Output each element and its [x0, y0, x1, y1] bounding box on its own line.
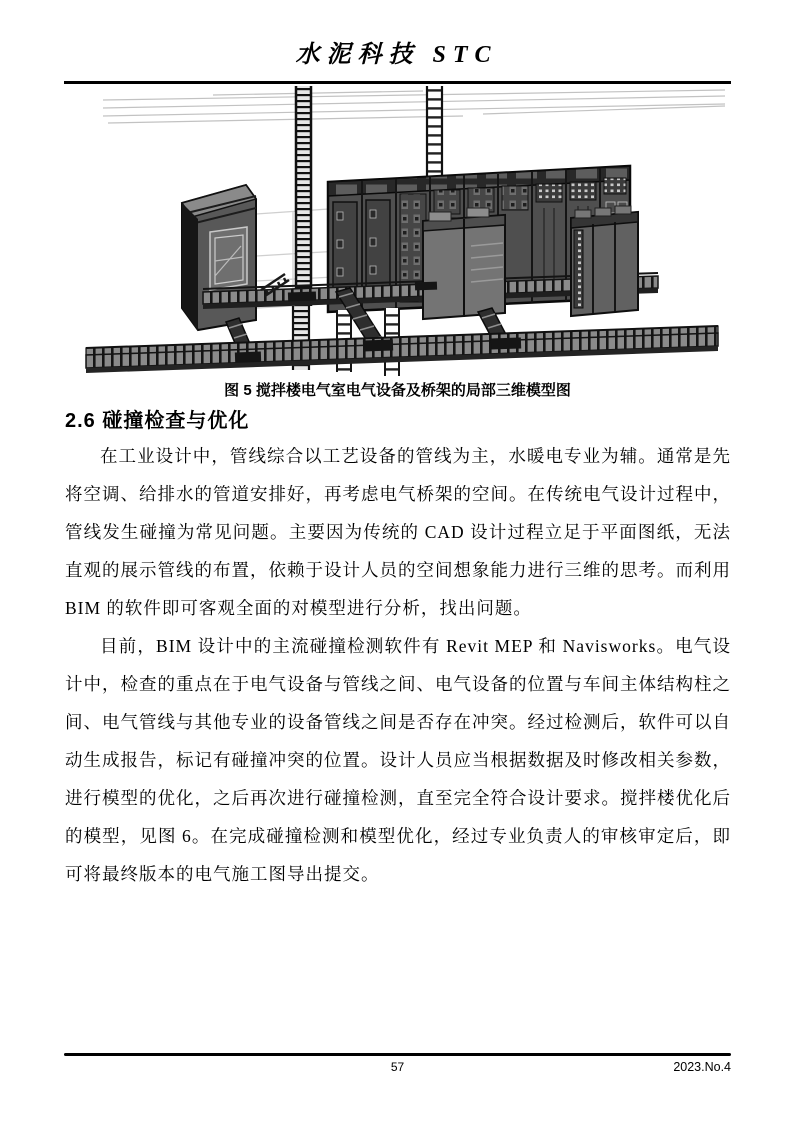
body-paragraph-2: 目前，BIM 设计中的主流碰撞检测软件有 Revit MEP 和 Navisworks。电气设计中，检查的重点在于电气设备与管线之间、电气设备的位置与车间主体结构柱之间、电气管线与其他专业的设备管线之间是否存在冲突。经过检测后，软件可以自动生成报告，标记有碰撞冲突的位置。设计人员应当根据数据及时修改相关参数，进行模型的优化，之后再次进行碰撞检测，直至完全符合设计要求。搅拌楼优化后的模型，见图 6。在完成碰撞检测和模型优化，经过专业负责人的审核审定后，即可将最终版本的电气施工图导出提交。 — [65, 636, 731, 884]
front-cabinet-group-a — [423, 208, 505, 319]
background-wireframe-lines — [103, 90, 725, 123]
header-divider — [64, 81, 731, 84]
figure-3d-model-illustration — [63, 86, 730, 376]
article-body — [65, 437, 731, 893]
page-number: 57 — [390, 1060, 405, 1074]
journal-title: 水泥科技 STC — [295, 42, 498, 68]
bottom-bus-ducts — [86, 326, 718, 373]
section-heading: 2.6 碰撞检查与优化 — [65, 410, 250, 432]
body-paragraph-1: 在工业设计中，管线综合以工艺设备的管线为主，水暖电专业为辅。通常是先将空调、给排水的管道安排好，再考虑电气桥架的空间。在传统电气设计过程中，管线发生碰撞为常见问题。主要因为传统的 CAD 设计过程立足于平面图纸，无法直观的展示管线的布置，依赖于设计人员的空间想象能力进行三维的思考。而利用 BIM 的软件即可客观全面的对模型进行分析，找出问题。 — [65, 446, 731, 618]
footer-divider — [64, 1053, 731, 1056]
issue-label: 2023.No.4 — [673, 1060, 731, 1074]
vertical-cable-ladder-left — [292, 86, 312, 370]
figure-caption: 图 5 搅拌楼电气室电气设备及桥架的局部三维模型图 — [224, 382, 571, 399]
front-cabinet-group-b — [571, 206, 638, 316]
figure-3d-model — [63, 86, 730, 376]
